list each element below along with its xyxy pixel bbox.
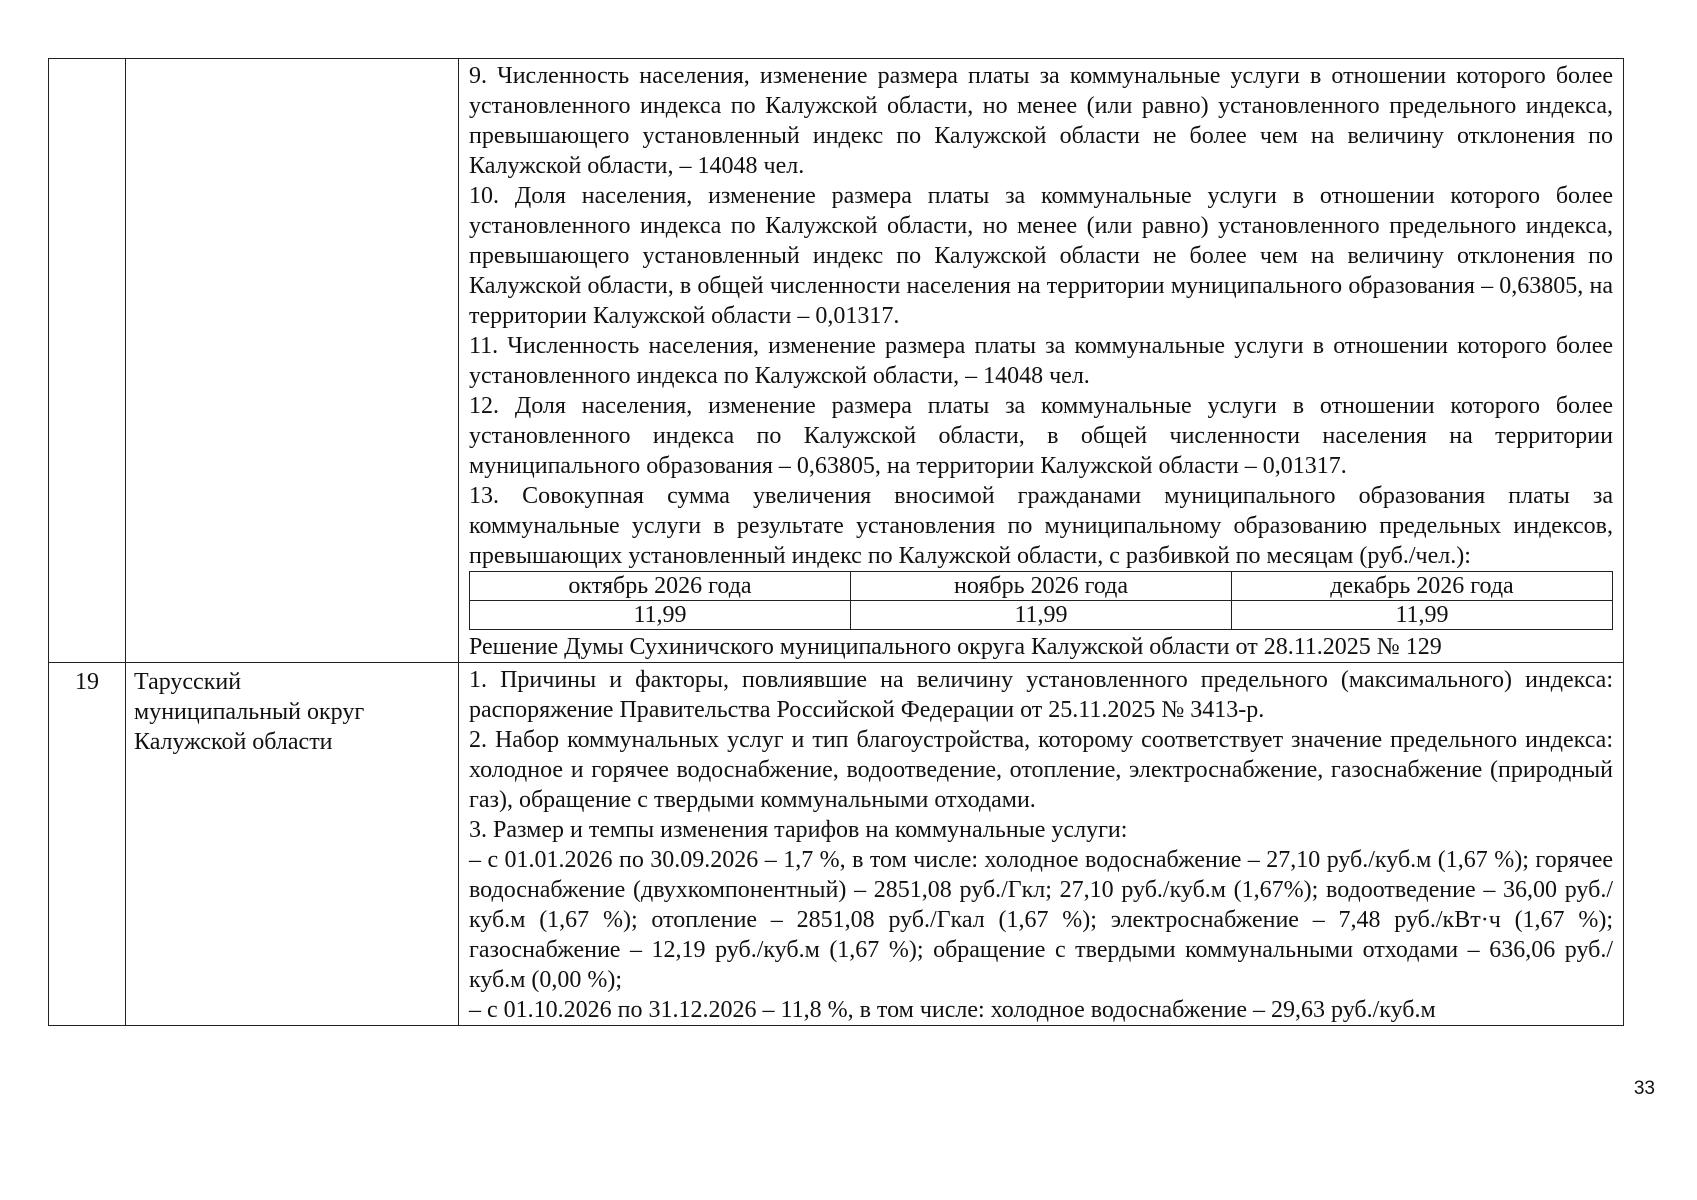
details-cell — [459, 59, 1624, 663]
row-number-cell: 19 — [49, 663, 126, 1026]
paragraph-13: 13. Совокупная сумма увеличения вносимой гражданами муниципального образования платы за коммунальные услуги в результате установления по муниципальному образованию предельных индексов, превышающих установленный индекс по Калужской области, с разбивкой по месяцам (руб./чел.): — [469, 483, 1613, 569]
paragraph-10: 10. Доля населения, изменение размера платы за коммунальные услуги в отношении которого более установленного индекса по Калужской области, но менее (или равно) установленного предельного индекса, превышающего установленный индекс по Калужской области не более чем на величину отклонения по Калужской области, в общей численности населения на территории муниципального образования – 0,63805, на территории Калужской области – 0,01317. — [469, 183, 1613, 329]
row-number-cell — [49, 59, 126, 663]
paragraph-2: 2. Набор коммунальных услуг и тип благоустройства, которому соответствует значение предельного индекса: холодное и горячее водоснабжение, водоотведение, отопление, электроснабжение, газоснабжение (природный газ), обращение с твердыми коммунальными отходами. — [469, 727, 1613, 813]
monthly-value-row — [470, 601, 1613, 630]
table-row — [49, 59, 1624, 663]
table-row — [49, 663, 1624, 1026]
paragraph-1: 1. Причины и факторы, повлиявшие на величину установленного предельного (максимального) индекса: распоряжение Правительства Российской Федерации от 25.11.2025 № 3413-р. — [469, 667, 1613, 723]
municipality-name-line: муниципальный округ — [134, 699, 365, 725]
details-cell — [459, 663, 1624, 1026]
tariff-table — [48, 58, 1624, 1026]
paragraph-9: 9. Численность населения, изменение размера платы за коммунальные услуги в отношении которого более установленного индекса по Калужской области, но менее (или равно) установленного предельного индекса, превышающего установленный индекс по Калужской области не более чем на величину отклонения по Калужской области, – 14048 чел. — [469, 63, 1613, 179]
tariff-period-2: – с 01.10.2026 по 31.12.2026 – 11,8 %, в том числе: холодное водоснабжение – 29,63 руб./куб.м — [469, 997, 1436, 1023]
paragraph-3: 3. Размер и темпы изменения тарифов на коммунальные услуги: — [469, 817, 1128, 843]
paragraph-11: 11. Численность населения, изменение размера платы за коммунальные услуги в отношении которого более установленного индекса по Калужской области, – 14048 чел. — [469, 333, 1613, 389]
page-number: 33 — [1633, 1078, 1655, 1099]
paragraph-12: 12. Доля населения, изменение размера платы за коммунальные услуги в отношении которого более установленного индекса по Калужской области, в общей численности населения на территории муниципального образования – 0,63805, на территории Калужской области – 0,01317. — [469, 393, 1613, 479]
month-header-october: октябрь 2026 года — [470, 572, 851, 601]
municipality-name-line: Тарусский — [134, 669, 242, 695]
monthly-increase-table — [469, 571, 1613, 630]
monthly-header-row — [470, 572, 1613, 601]
decision-reference: Решение Думы Сухиничского муниципального округа Калужской области от 28.11.2025 № 129 — [469, 634, 1442, 660]
month-value-november: 11,99 — [851, 601, 1232, 630]
municipality-cell — [126, 59, 459, 663]
municipality-cell — [126, 663, 459, 1026]
month-value-december: 11,99 — [1232, 601, 1613, 630]
tariff-period-1: – с 01.01.2026 по 30.09.2026 – 1,7 %, в том числе: холодное водоснабжение – 27,10 руб./куб.м (1,67 %); горячее водоснабжение (двухкомпонентный) – 2851,08 руб./Гкл; 27,10 руб./куб.м (1,67%); водоотведение – 36,00 руб./куб.м (1,67 %); отопление – 2851,08 руб./Гкал (1,67 %); электроснабжение – 7,48 руб./кВт·ч (1,67 %); газоснабжение – 12,19 руб./куб.м (1,67 %); обращение с твердыми коммунальными отходами – 636,06 руб./куб.м (0,00 %); — [469, 847, 1613, 993]
municipality-name-line: Калужской области — [134, 729, 333, 755]
month-value-october: 11,99 — [470, 601, 851, 630]
month-header-november: ноябрь 2026 года — [851, 572, 1232, 601]
month-header-december: декабрь 2026 года — [1232, 572, 1613, 601]
